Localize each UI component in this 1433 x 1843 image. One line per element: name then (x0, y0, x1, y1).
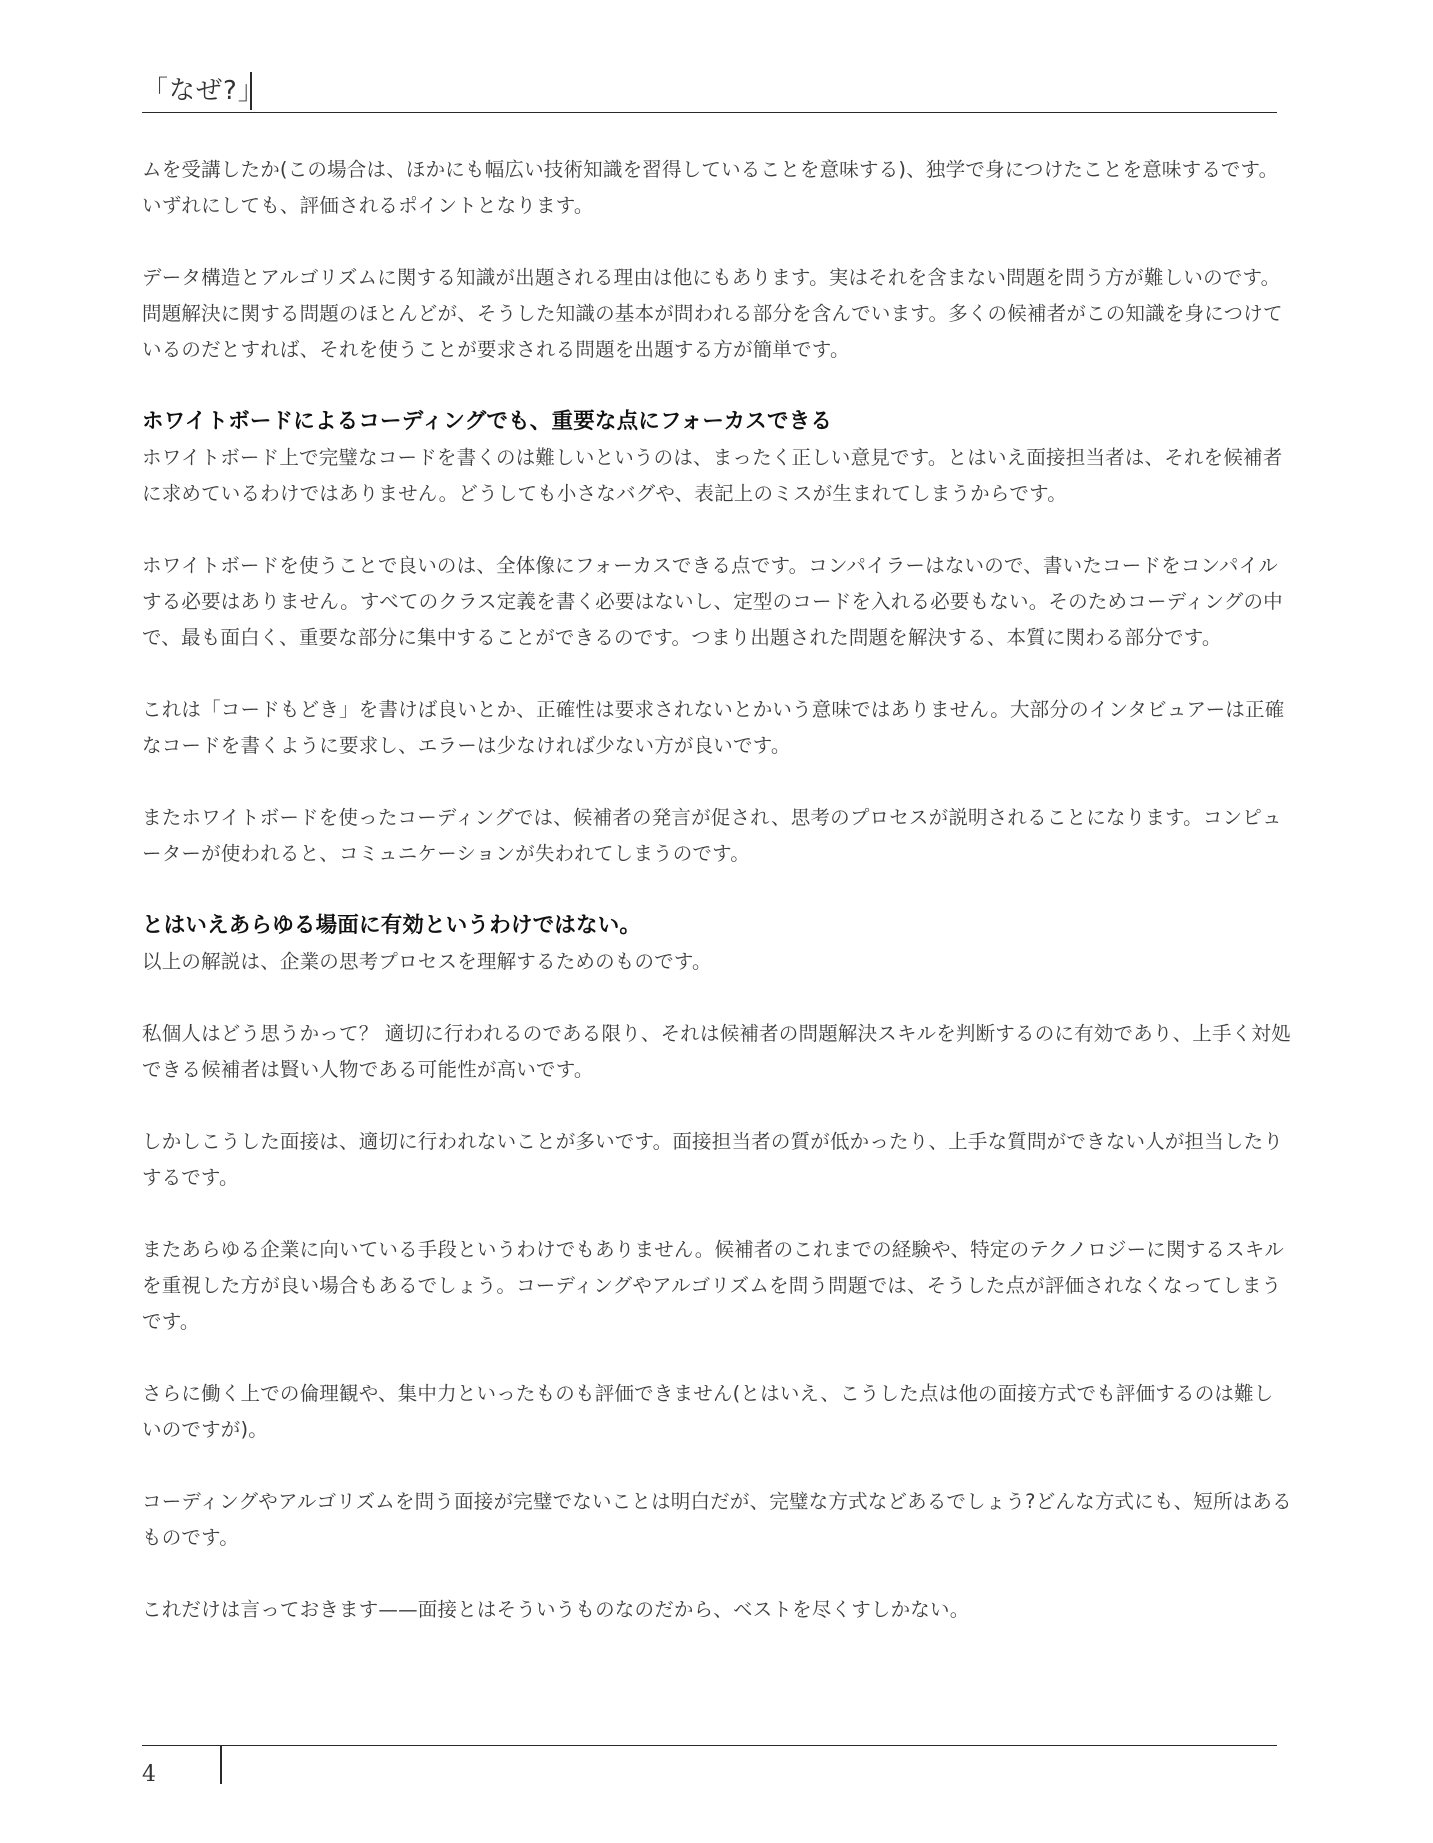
section-heading-limitations: とはいえあらゆる場面に有効というわけではない。 (142, 913, 642, 938)
body-paragraph: 以上の解説は、企業の思考プロセスを理解するためのものです。 (142, 950, 712, 973)
body-paragraph: またあらゆる企業に向いている手段というわけでもありません。候補者のこれまでの経験や、特定のテクノロジーに関するスキルを重視した方が良い場合もあるでしょう。コーディングやアルゴリズムを問う問題では、そうした点が評価されなくなってしまうです。 (142, 1238, 1285, 1333)
body-paragraph: ホワイトボードを使うことで良いのは、全体像にフォーカスできる点です。コンパイラーはないので、書いたコードをコンパイルする必要はありません。すべてのクラス定義を書く必要はないし、定型のコードを入れる必要もない。そのためコーディングの中で、最も面白く、重要な部分に集中することができるのです。つまり出題された問題を解決する、本質に関わる部分です。 (142, 554, 1283, 649)
footer-vertical-rule (220, 1746, 222, 1784)
running-header-title: 「なぜ?」 (142, 76, 265, 106)
body-paragraph: ホワイトボード上で完璧なコードを書くのは難しいというのは、まったく正しい意見です。とはいえ面接担当者は、それを候補者に求めているわけではありません。どうしても小さなバグや、表記上のミスが生まれてしまうからです。 (142, 446, 1283, 505)
body-paragraph: 私個人はどう思うかって？ 適切に行われるのである限り、それは候補者の問題解決スキルを判断するのに有効であり、上手く対処できる候補者は賢い人物である可能性が高いです。 (142, 1022, 1291, 1081)
page-body (142, 152, 1292, 1664)
page-header (142, 68, 1277, 113)
body-paragraph: しかしこうした面接は、適切に行われないことが多いです。面接担当者の質が低かったり、上手な質問ができない人が担当したりするです。 (142, 1130, 1284, 1189)
body-paragraph: データ構造とアルゴリズムに関する知識が出題される理由は他にもあります。実はそれを含まない問題を問う方が難しいのです。問題解決に関する問題のほとんどが、そうした知識の基本が問われる部分を含んでいます。多くの候補者がこの知識を身につけているのだとすれば、それを使うことが要求される問題を出題する方が簡単です。 (142, 266, 1283, 361)
body-paragraph: コーディングやアルゴリズムを問う面接が完璧でないことは明白だが、完璧な方式などあるでしょう?どんな方式にも、短所はあるものです。 (142, 1490, 1292, 1549)
header-vertical-rule (250, 72, 252, 110)
body-paragraph: またホワイトボードを使ったコーディングでは、候補者の発言が促され、思考のプロセスが説明されることになります。コンピューターが使われると、コミュニケーションが失われてしまうのです。 (142, 806, 1282, 865)
body-paragraph: ムを受講したか(この場合は、ほかにも幅広い技術知識を習得していることを意味する)、独学で身につけたことを意味するです。いずれにしても、評価されるポイントとなります。 (142, 158, 1279, 217)
page-number: 4 (142, 1762, 156, 1787)
body-paragraph: これだけは言っておきます——面接とはそういうものなのだから、ベストを尽くすしかない。 (142, 1598, 970, 1621)
section-heading-whiteboard: ホワイトボードによるコーディングでも、重要な点にフォーカスできる (142, 409, 833, 434)
body-paragraph: これは「コードもどき」を書けば良いとか、正確性は要求されないとかいう意味ではありません。大部分のインタビュアーは正確なコードを書くように要求し、エラーは少なければ少ない方が良いです。 (142, 698, 1285, 757)
body-paragraph: さらに働く上での倫理観や、集中力といったものも評価できません(とはいえ、こうした点は他の面接方式でも評価するのは難しいのですが)。 (142, 1382, 1274, 1441)
footer-rule (142, 1745, 1277, 1746)
